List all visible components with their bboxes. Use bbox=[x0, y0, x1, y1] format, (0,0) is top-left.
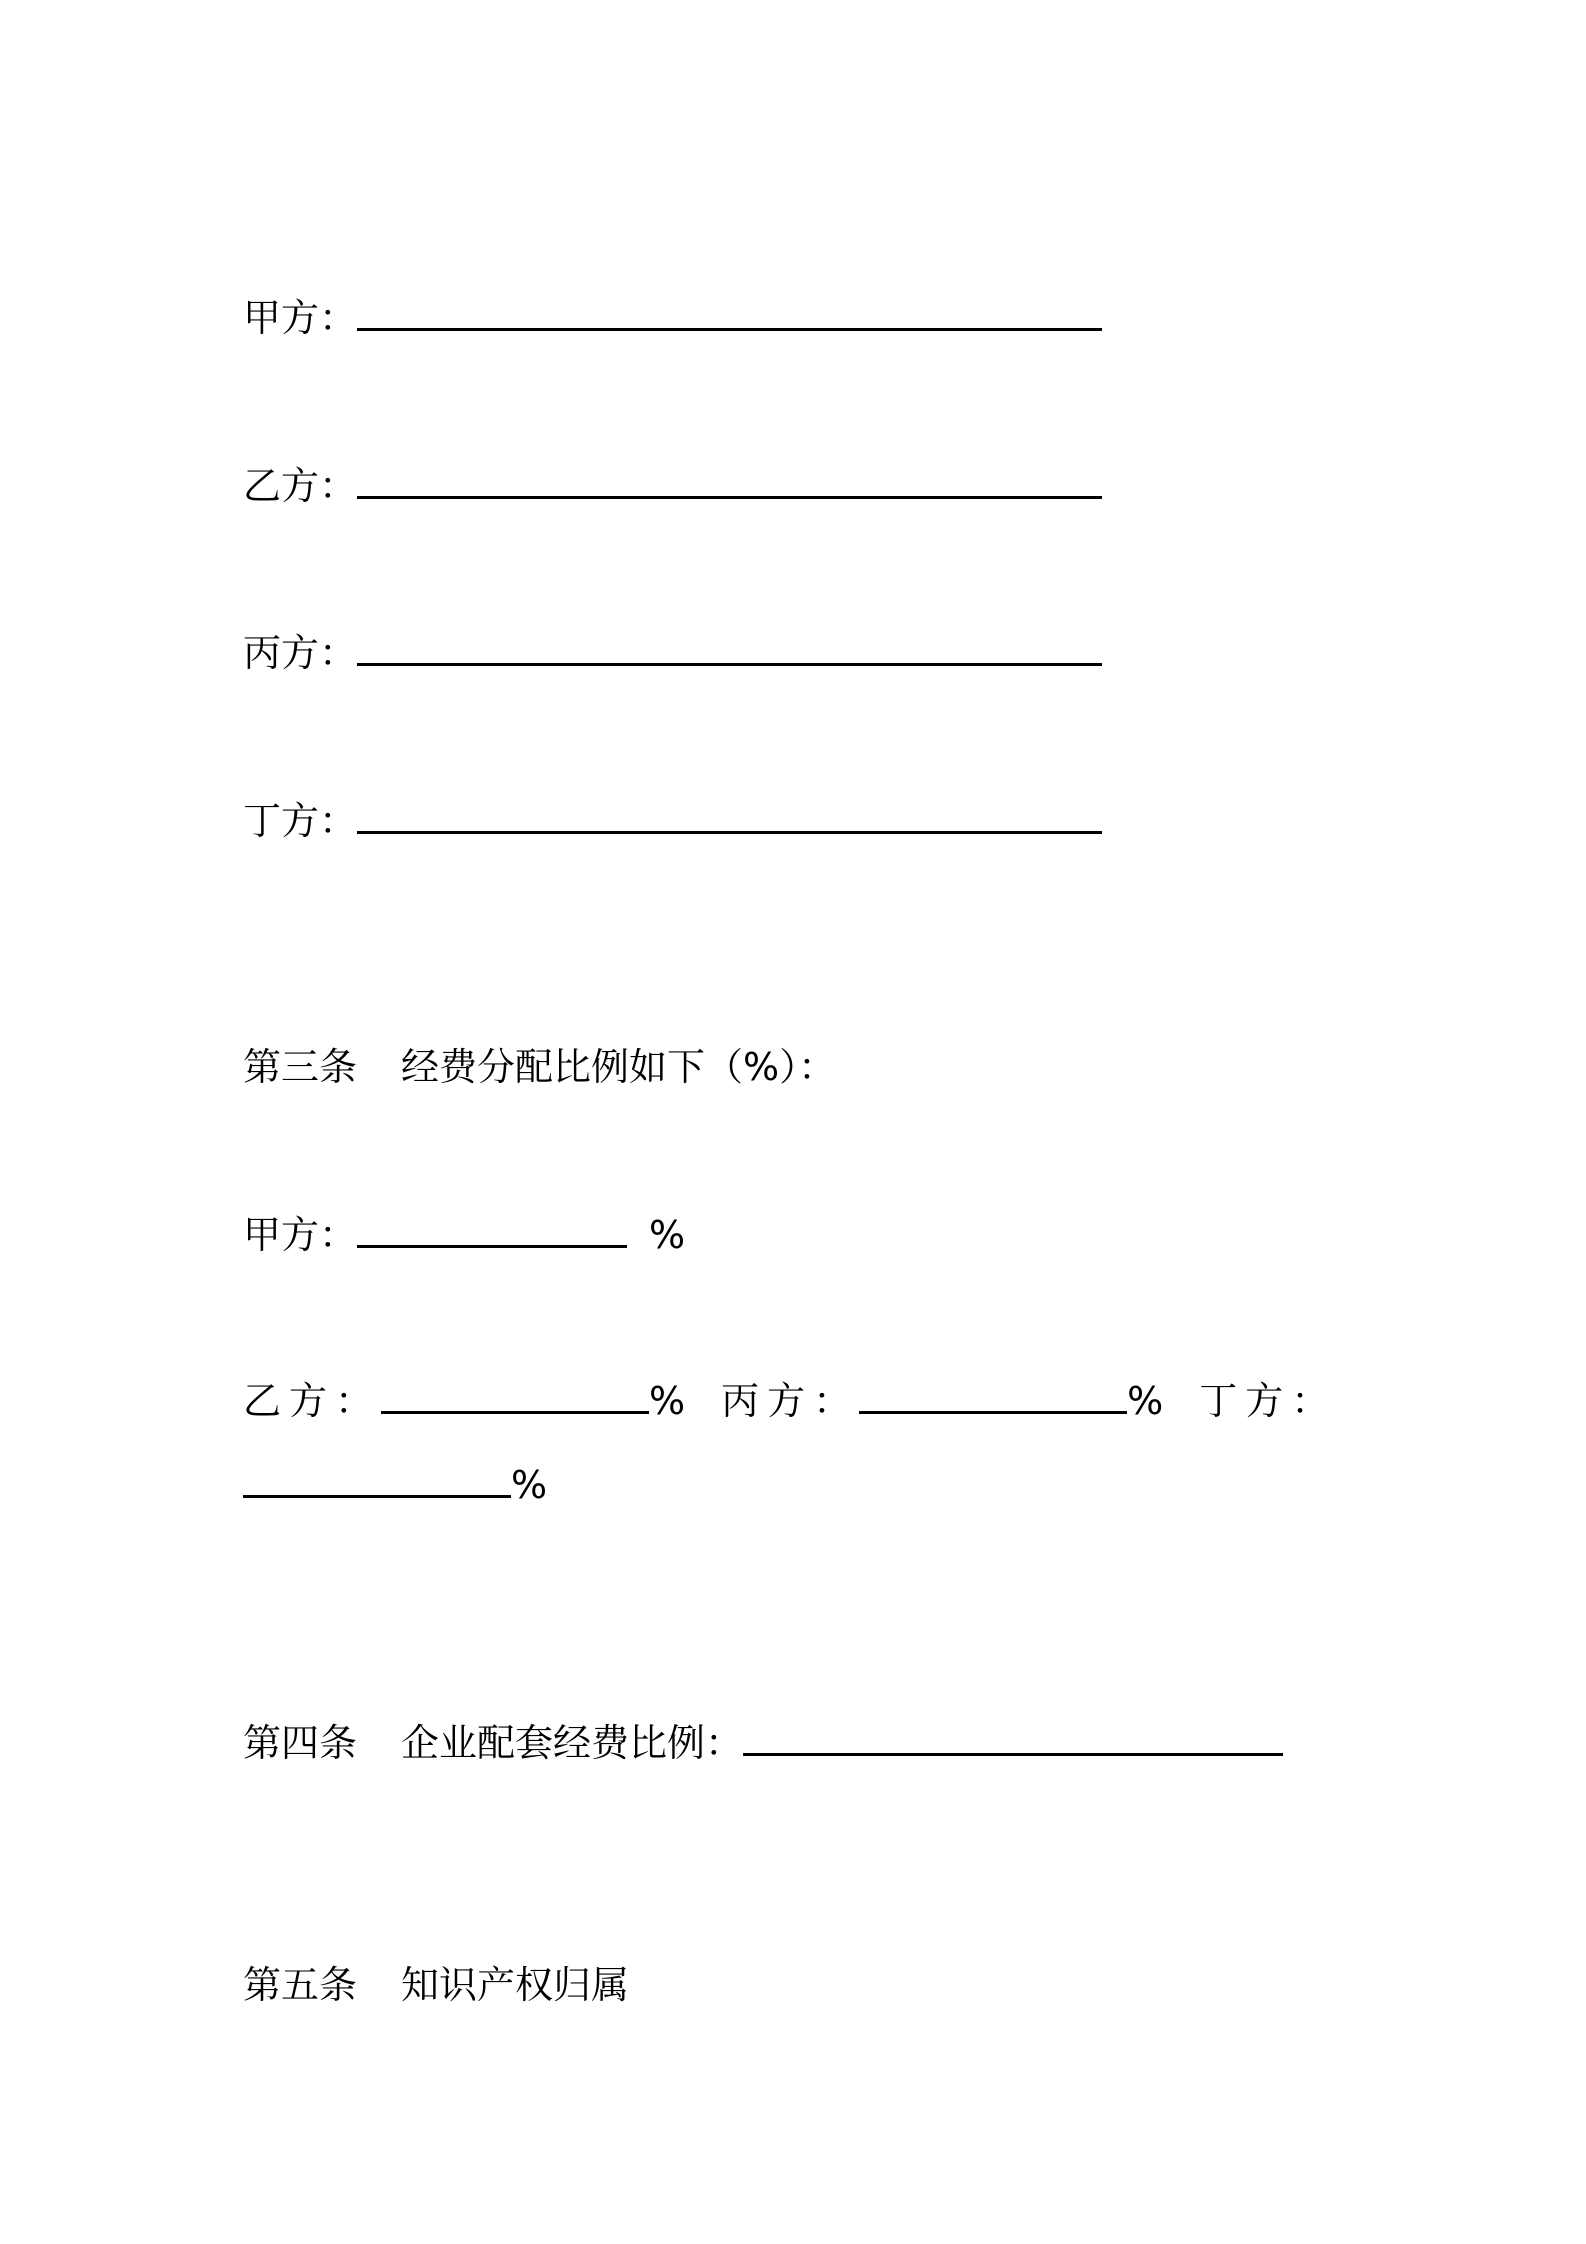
article-5-heading bbox=[243, 1960, 629, 2010]
party-line-bing bbox=[243, 628, 1102, 678]
article-number: 第五条 bbox=[243, 1963, 358, 2007]
ratio-line-ding-continued bbox=[243, 1460, 547, 1510]
party-label: 丙方： bbox=[721, 1379, 860, 1423]
percent-sign: % bbox=[649, 1379, 686, 1423]
article-3-heading bbox=[243, 1042, 836, 1092]
blank-field[interactable] bbox=[357, 629, 1102, 666]
blank-field[interactable] bbox=[243, 1461, 511, 1498]
blank-field[interactable] bbox=[357, 462, 1102, 499]
party-label: 甲方： bbox=[243, 1213, 358, 1257]
blank-field[interactable] bbox=[381, 1377, 649, 1414]
party-label: 甲方： bbox=[243, 296, 358, 340]
article-number: 第四条 bbox=[243, 1721, 358, 1765]
ratio-line-jia bbox=[243, 1210, 685, 1260]
party-label: 丁方： bbox=[243, 799, 358, 843]
article-text: 企业配套经费比例： bbox=[401, 1721, 744, 1765]
blank-field[interactable] bbox=[743, 1719, 1283, 1756]
party-line-yi bbox=[243, 461, 1102, 511]
blank-field[interactable] bbox=[357, 294, 1102, 331]
blank-field[interactable] bbox=[357, 797, 1102, 834]
ratio-line-others bbox=[243, 1376, 1337, 1426]
article-number: 第三条 bbox=[243, 1045, 358, 1089]
party-label: 乙方： bbox=[243, 464, 358, 508]
article-text: 知识产权归属 bbox=[401, 1963, 630, 2007]
party-label: 丁方： bbox=[1199, 1379, 1338, 1423]
party-line-jia bbox=[243, 293, 1102, 343]
article-4-heading bbox=[243, 1718, 1283, 1768]
blank-field[interactable] bbox=[357, 1211, 627, 1248]
blank-field[interactable] bbox=[859, 1377, 1127, 1414]
party-line-ding bbox=[243, 796, 1102, 846]
article-text: 经费分配比例如下（%）： bbox=[401, 1045, 837, 1089]
percent-sign: % bbox=[649, 1213, 686, 1257]
party-label: 丙方： bbox=[243, 631, 358, 675]
party-label: 乙方： bbox=[243, 1379, 382, 1423]
percent-sign: % bbox=[511, 1463, 548, 1507]
percent-sign: % bbox=[1127, 1379, 1164, 1423]
